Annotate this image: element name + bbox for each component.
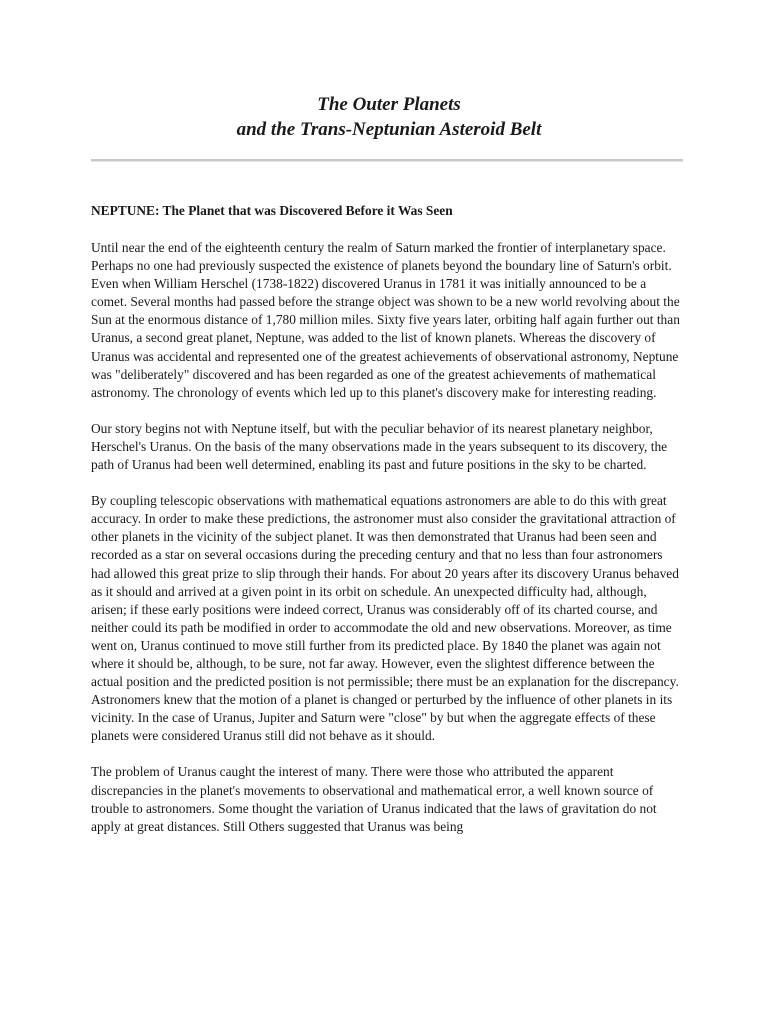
paragraph-1: Until near the end of the eighteenth century the realm of Saturn marked the frontier of interplanetary space. Perhaps no one had previously suspected the existence of planets beyond the boundary line of Saturn's orbit. Even when William Herschel (1738-1822) discovered Uranus in 1781 it was initially announced to be a comet. Several months had passed before the strange object was shown to be a new world revolving about the Sun at the enormous distance of 1,780 million miles. Sixty five years later, orbiting half again further out than Uranus, a second great planet, Neptune, was added to the list of known planets. Whereas the discovery of Uranus was accidental and represented one of the greatest achievements of observational astronomy, Neptune was "deliberately" discovered and has been regarded as one of the greatest achievements of mathematical astronomy. The chronology of events which led up to this planet's discovery make for interesting reading.: [91, 240, 680, 400]
paragraph-3: By coupling telescopic observations with mathematical equations astronomers are able to do this with great accuracy. In order to make these predictions, the astronomer must also consider the gravitational attraction of other planets in the vicinity of the subject planet. It was then demonstrated that Uranus had been seen and recorded as a star on several occasions during the preceding century and that no less than four astronomers had allowed this great prize to slip through their hands. For about 20 years after its discovery Uranus behaved as it should and arrived at a given point in its orbit on schedule. An unexpected difficulty had, although, arisen; if these early positions were indeed correct, Uranus was considerably off of its charted course, and neither could its path be modified in order to accommodate the old and new observations. Moreover, as time went on, Uranus continued to move still further from its predicted place. By 1840 the planet was again not where it should be, although, to be sure, not far away. However, even the slightest difference between the actual position and the predicted position is not permissible; there must be an explanation for the discrepancy. Astronomers knew that the motion of a planet is changed or perturbed by the influence of other planets in its vicinity. In the case of Uranus, Jupiter and Saturn were "close" by but when the aggregate effects of these planets were considered Uranus still did not behave as it should.: [91, 493, 679, 744]
horizontal-divider: [91, 159, 683, 162]
document-title: [91, 92, 683, 142]
document-page: [91, 92, 683, 836]
paragraph-4: The problem of Uranus caught the interest of many. There were those who attributed the apparent discrepancies in the planet's movements to observational and mathematical error, a well known source of trouble to astronomers. Some thought the variation of Uranus indicated that the laws of gravitation do not apply at great distances. Still Others suggested that Uranus was being: [91, 764, 657, 834]
title-line-2: and the Trans-Neptunian Asteroid Belt: [236, 119, 542, 140]
title-line-1: The Outer Planets: [317, 94, 461, 115]
paragraph-2: Our story begins not with Neptune itself, but with the peculiar behavior of its nearest planetary neighbor, Herschel's Uranus. On the basis of the many observations made in the years subsequent to its discovery, the path of Uranus had been well determined, enabling its past and future positions in the sky to be charted.: [91, 420, 668, 473]
section-heading: NEPTUNE: The Planet that was Discovered Before it Was Seen: [91, 203, 453, 218]
